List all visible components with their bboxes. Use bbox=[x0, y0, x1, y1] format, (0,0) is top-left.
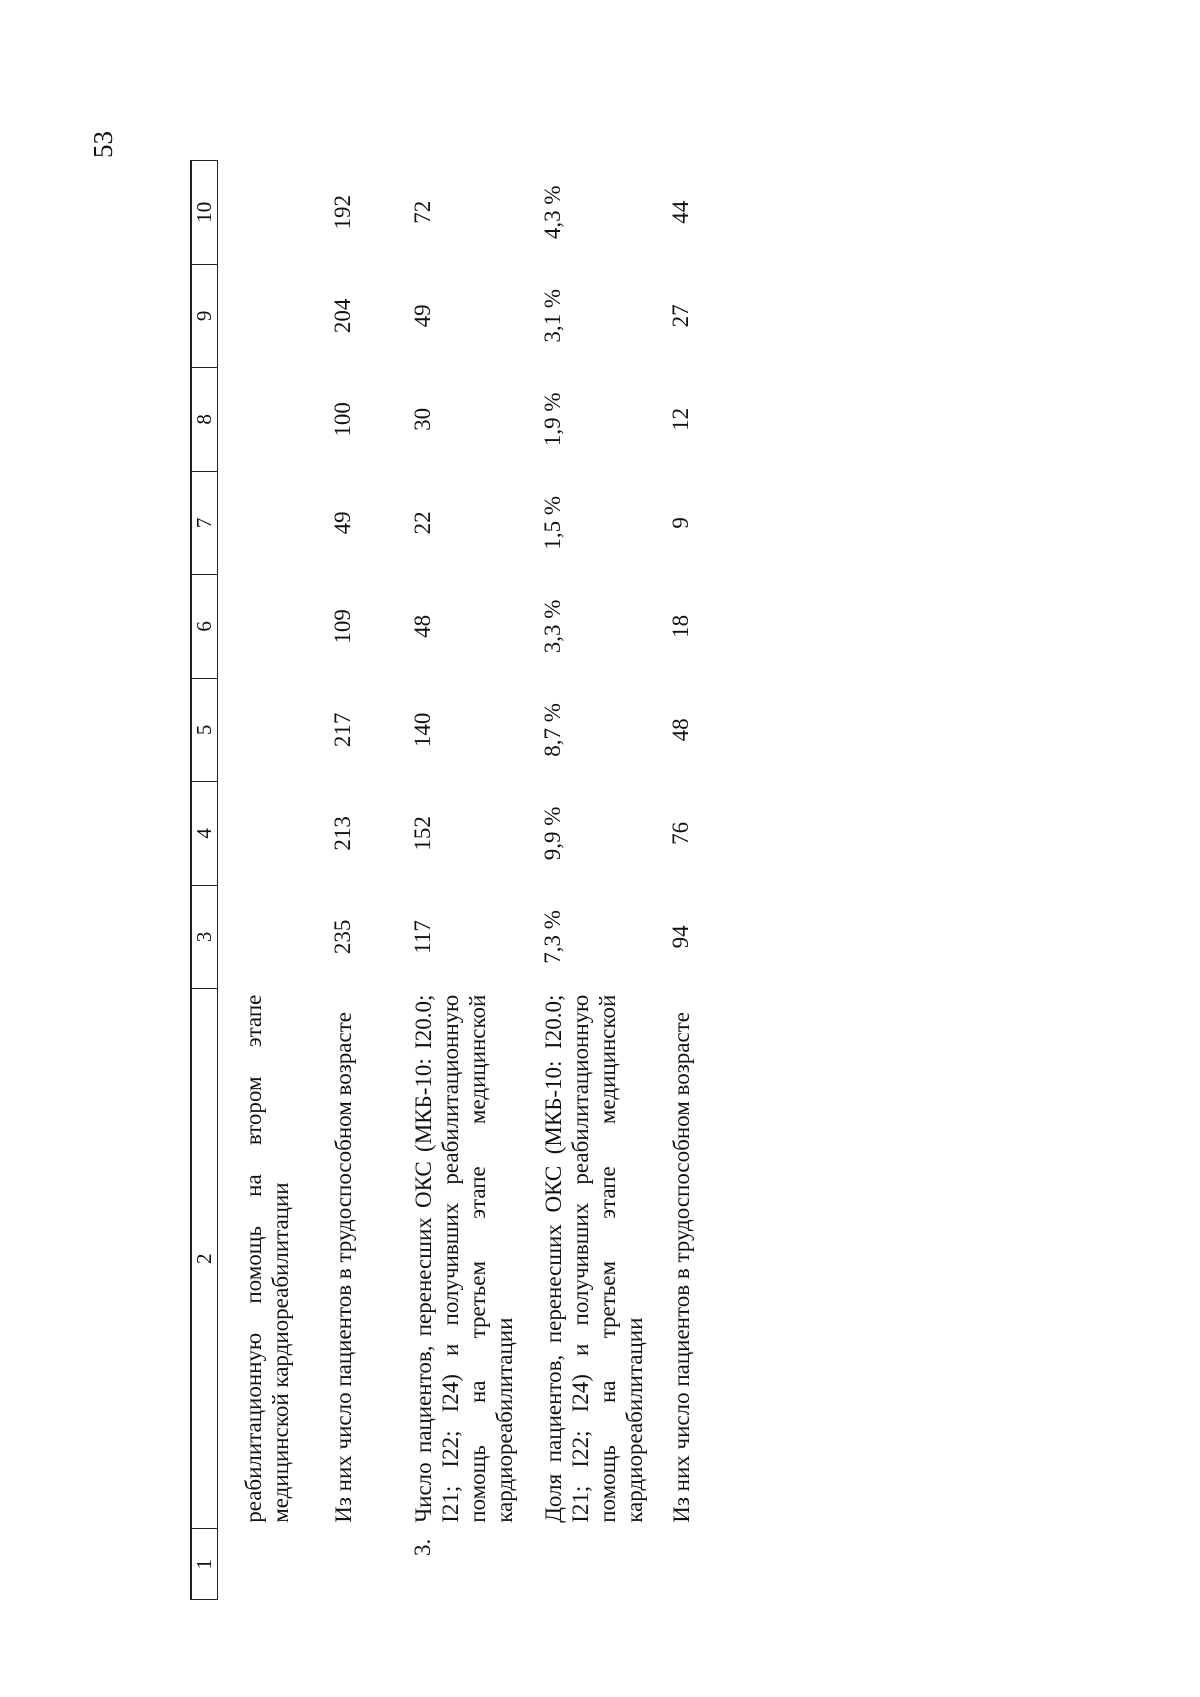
value-cell: 49 bbox=[330, 511, 355, 535]
header-cell: 2 bbox=[191, 989, 218, 1529]
row-description: Доля пациентов, перенесших ОКС (МКБ-10: I20.0; I21; I22; I24) и получивших реабилитационную помощь на третьем этапе медицинской кардиореабилитации bbox=[541, 994, 647, 1523]
header-cell: 6 bbox=[191, 575, 218, 679]
rotated-table-wrapper bbox=[190, 160, 758, 1600]
table-row bbox=[218, 161, 331, 1600]
value-cell: 4,3 % bbox=[540, 185, 565, 240]
statistics-table bbox=[190, 160, 758, 1600]
row-description: Из них число пациентов в трудоспособном возрасте bbox=[331, 1012, 356, 1523]
value-cell bbox=[218, 264, 331, 368]
row-index: 3. bbox=[410, 1538, 435, 1557]
value-cell: 235 bbox=[330, 919, 355, 955]
value-cell: 22 bbox=[410, 511, 435, 535]
header-cell: 1 bbox=[191, 1529, 218, 1600]
row-index bbox=[540, 1529, 668, 1600]
header-cell: 8 bbox=[191, 368, 218, 472]
value-cell: 109 bbox=[330, 609, 355, 644]
value-cell: 72 bbox=[410, 200, 435, 224]
value-cell: 18 bbox=[668, 614, 693, 638]
value-cell: 30 bbox=[410, 407, 435, 431]
value-cell: 7,3 % bbox=[540, 910, 565, 964]
value-cell: 1,5 % bbox=[540, 496, 565, 550]
value-cell: 3,3 % bbox=[540, 599, 565, 654]
value-cell: 44 bbox=[668, 200, 693, 224]
value-cell: 8,7 % bbox=[540, 703, 565, 757]
row-index bbox=[218, 1529, 331, 1600]
header-cell: 4 bbox=[191, 782, 218, 886]
value-cell bbox=[218, 161, 331, 265]
value-cell: 9 bbox=[668, 517, 693, 529]
header-cell: 5 bbox=[191, 678, 218, 782]
row-index bbox=[330, 1529, 410, 1600]
value-cell: 192 bbox=[330, 195, 355, 230]
value-cell: 213 bbox=[330, 816, 355, 851]
header-cell: 9 bbox=[191, 264, 218, 368]
row-description: Из них число пациентов в трудоспособном возрасте bbox=[669, 1012, 694, 1523]
value-cell: 1,9 % bbox=[540, 392, 565, 447]
header-cell: 3 bbox=[191, 885, 218, 989]
table-row bbox=[540, 161, 668, 1600]
value-cell: 94 bbox=[668, 925, 693, 949]
column-number-header bbox=[191, 161, 218, 1600]
table-row bbox=[668, 161, 758, 1600]
value-cell bbox=[218, 471, 331, 575]
row-description: Число пациентов, перенесших ОКС (МКБ-10: I20.0; I21; I22; I24) и получивших реабилитационную помощь на третьем этапе медицинской кардиореабилитации bbox=[411, 994, 517, 1523]
value-cell: 217 bbox=[330, 712, 355, 748]
value-cell: 27 bbox=[668, 304, 693, 328]
value-cell: 76 bbox=[668, 821, 693, 845]
table-row bbox=[330, 161, 410, 1600]
value-cell: 100 bbox=[330, 402, 355, 437]
value-cell: 117 bbox=[410, 920, 435, 954]
row-description: реабилитационную помощь на втором этапе медицинской кардиореабилитации bbox=[241, 994, 293, 1523]
value-cell: 49 bbox=[410, 304, 435, 328]
value-cell: 204 bbox=[330, 298, 355, 334]
value-cell bbox=[218, 678, 331, 782]
header-cell: 7 bbox=[191, 471, 218, 575]
value-cell: 152 bbox=[410, 816, 435, 851]
row-index bbox=[668, 1529, 758, 1600]
page-number: 53 bbox=[88, 131, 118, 158]
value-cell bbox=[218, 885, 331, 989]
header-cell: 10 bbox=[191, 161, 218, 265]
value-cell: 12 bbox=[668, 407, 693, 431]
value-cell bbox=[218, 368, 331, 472]
value-cell: 140 bbox=[410, 712, 435, 748]
value-cell bbox=[218, 575, 331, 679]
table-row bbox=[410, 161, 540, 1600]
value-cell: 48 bbox=[410, 614, 435, 638]
value-cell: 48 bbox=[668, 718, 693, 742]
value-cell bbox=[218, 782, 331, 886]
value-cell: 3,1 % bbox=[540, 288, 565, 343]
value-cell: 9,9 % bbox=[540, 806, 565, 861]
